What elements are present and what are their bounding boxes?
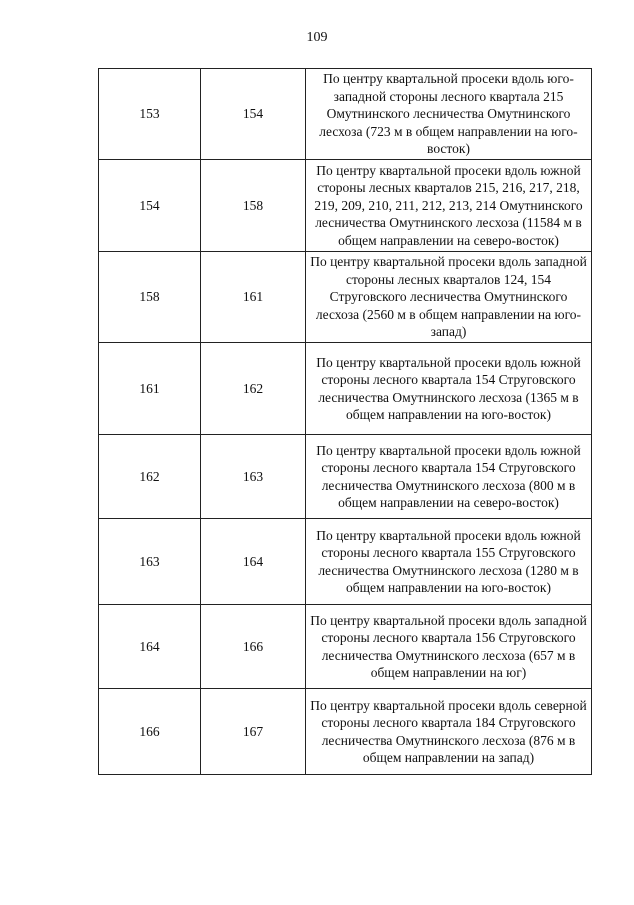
table-body bbox=[99, 69, 592, 775]
description-cell: По центру квартальной просеки вдоль южной стороны лесного квартала 154 Струговского лесничества Омутнинского лесхоза (800 м в общем направлении на северо-восток) bbox=[306, 435, 592, 519]
description-cell: По центру квартальной просеки вдоль северной стороны лесного квартала 184 Струговского лесничества Омутнинского лесхоза (876 м в общем направлении на запад) bbox=[306, 689, 592, 775]
table-row bbox=[99, 605, 592, 689]
to-point-cell: 167 bbox=[201, 689, 306, 775]
to-point-cell: 163 bbox=[201, 435, 306, 519]
table-row bbox=[99, 435, 592, 519]
from-point-cell: 166 bbox=[99, 689, 201, 775]
table-row bbox=[99, 160, 592, 252]
table-row bbox=[99, 252, 592, 343]
page-number: 109 bbox=[306, 30, 328, 45]
to-point-cell: 161 bbox=[201, 252, 306, 343]
description-cell: По центру квартальной просеки вдоль юго-западной стороны лесного квартала 215 Омутнинского лесничества Омутнинского лесхоза (723 м в общем направлении на юго-восток) bbox=[306, 69, 592, 160]
to-point-cell: 154 bbox=[201, 69, 306, 160]
boundary-table bbox=[98, 68, 592, 775]
from-point-cell: 153 bbox=[99, 69, 201, 160]
description-cell: По центру квартальной просеки вдоль западной стороны лесного квартала 156 Струговского лесничества Омутнинского лесхоза (657 м в общем направлении на юг) bbox=[306, 605, 592, 689]
to-point-cell: 162 bbox=[201, 343, 306, 435]
description-cell: По центру квартальной просеки вдоль южной стороны лесного квартала 155 Струговского лесничества Омутнинского лесхоза (1280 м в общем направлении на юго-восток) bbox=[306, 519, 592, 605]
from-point-cell: 158 bbox=[99, 252, 201, 343]
from-point-cell: 164 bbox=[99, 605, 201, 689]
from-point-cell: 163 bbox=[99, 519, 201, 605]
table-row bbox=[99, 343, 592, 435]
description-cell: По центру квартальной просеки вдоль западной стороны лесных кварталов 124, 154 Струговского лесничества Омутнинского лесхоза (2560 м в общем направлении на юго-запад) bbox=[306, 252, 592, 343]
to-point-cell: 164 bbox=[201, 519, 306, 605]
from-point-cell: 154 bbox=[99, 160, 201, 252]
description-cell: По центру квартальной просеки вдоль южной стороны лесного квартала 154 Струговского лесничества Омутнинского лесхоза (1365 м в общем направлении на юго-восток) bbox=[306, 343, 592, 435]
table-row bbox=[99, 689, 592, 775]
table-row bbox=[99, 69, 592, 160]
description-cell: По центру квартальной просеки вдоль южной стороны лесных кварталов 215, 216, 217, 218, 219, 209, 210, 211, 212, 213, 214 Омутнинского лесничества Омутнинского лесхоза (11584 м в общем направлении на северо-восток) bbox=[306, 160, 592, 252]
table-row bbox=[99, 519, 592, 605]
from-point-cell: 162 bbox=[99, 435, 201, 519]
to-point-cell: 166 bbox=[201, 605, 306, 689]
from-point-cell: 161 bbox=[99, 343, 201, 435]
to-point-cell: 158 bbox=[201, 160, 306, 252]
